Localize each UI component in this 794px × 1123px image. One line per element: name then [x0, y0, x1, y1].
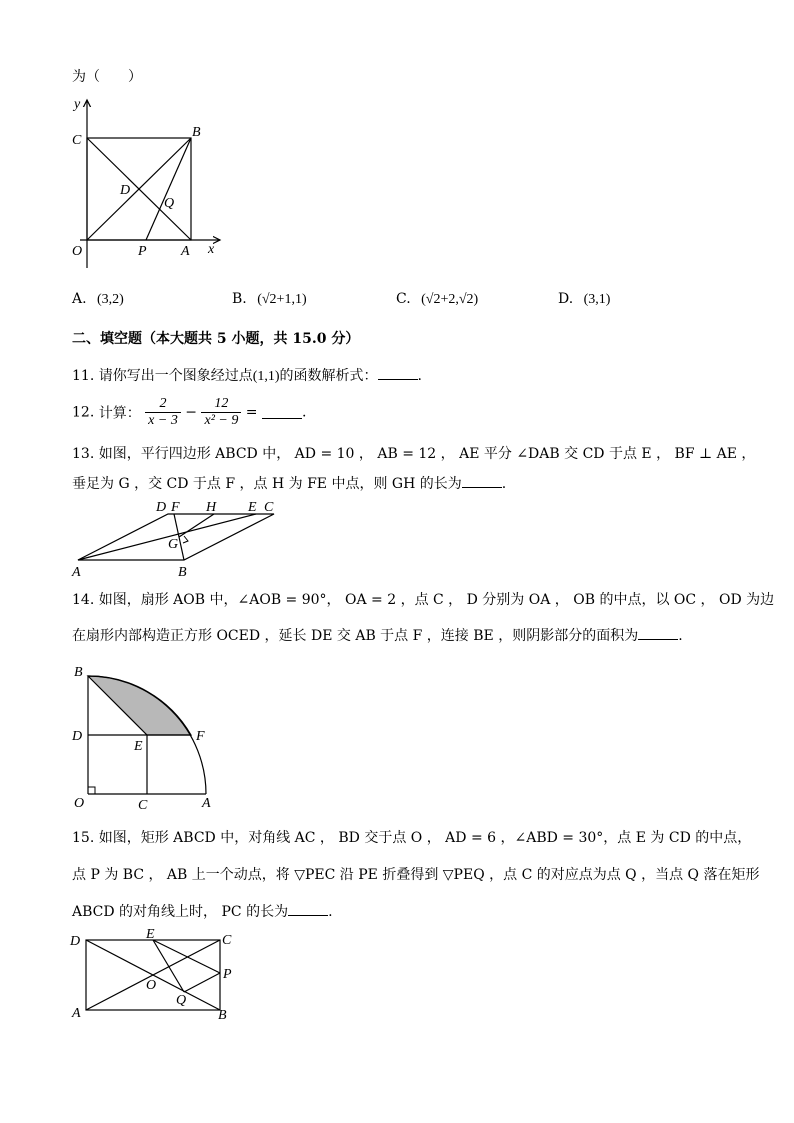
- option-b[interactable]: B. (√2+1,1): [232, 291, 307, 307]
- question-15-line3: ABCD 的对角线上时， PC 的长为 .: [72, 904, 333, 920]
- label-e: E: [248, 500, 257, 515]
- label-a: A: [72, 1006, 81, 1021]
- q14-figure: [66, 660, 226, 812]
- shaded-region: [88, 676, 191, 735]
- line-pb: [146, 138, 191, 240]
- fraction-1: $\frac{2}{x - 3}$: [145, 396, 181, 429]
- answer-blank-13[interactable]: [462, 475, 502, 488]
- label-c: C: [264, 500, 274, 515]
- line-gh: [179, 514, 214, 537]
- label-d: D: [70, 934, 81, 949]
- right-angle-g: [183, 536, 188, 543]
- line-qp: [184, 973, 220, 992]
- label-c: C: [222, 933, 232, 948]
- label-a: A: [72, 565, 81, 580]
- label-b: B: [74, 665, 83, 680]
- question-13-line1: 13. 如图，平行四边形 ABCD 中， AD = 10 ， AB = 12 ， AE 平分 ∠DAB 交 CD 于点 E ， BF ⊥ AE ，: [72, 446, 756, 462]
- section-heading: 二、填空题（本大题共 5 小题，共 15.0 分）: [72, 331, 360, 347]
- question-15-line1: 15. 如图，矩形 ABCD 中，对角线 AC ， BD 交于点 O ， AD = 6 ，∠ABD = 30°，点 E 为 CD 的中点，: [72, 830, 752, 846]
- answer-blank-11[interactable]: [378, 367, 418, 380]
- right-angle-o: [88, 787, 95, 794]
- label-b: B: [218, 1008, 227, 1023]
- question-14-line1: 14. 如图，扇形 AOB 中，∠AOB = 90°， OA = 2 ，点 C ， D 分别为 OA ， OB 的中点，以 OC ， OD 为边: [72, 592, 775, 608]
- label-d: D: [120, 183, 131, 198]
- label-y: y: [74, 97, 81, 112]
- option-a[interactable]: A. (3,2): [72, 291, 124, 307]
- label-x: x: [208, 242, 215, 257]
- question-11: 11. 请你写出一个图象经过点(1,1)的函数解析式： .: [72, 368, 422, 384]
- answer-blank-15[interactable]: [288, 903, 328, 916]
- label-q: Q: [164, 196, 175, 211]
- question-14-line2: 在扇形内部构造正方形 OCED ，延长 DE 交 AB 于点 F ，连接 BE ，则阴影部分的面积为 .: [72, 628, 683, 644]
- label-b: B: [192, 125, 201, 140]
- label-c: C: [138, 798, 148, 812]
- q10-tail: 为（ ）: [72, 69, 142, 85]
- label-o: O: [74, 796, 85, 811]
- q15-figure: [66, 926, 248, 1026]
- label-f: F: [196, 729, 205, 744]
- question-13-line2: 垂足为 G ，交 CD 于点 F ，点 H 为 FE 中点，则 GH 的长为 .: [72, 476, 507, 492]
- label-d: D: [72, 729, 83, 744]
- q10-figure: [62, 92, 232, 272]
- label-p: P: [223, 967, 232, 982]
- label-e: E: [146, 927, 155, 942]
- label-e: E: [134, 739, 143, 754]
- label-a: A: [202, 796, 211, 811]
- label-p: P: [138, 244, 147, 259]
- option-d[interactable]: D. (3,1): [558, 291, 611, 307]
- label-d: D: [156, 500, 167, 515]
- option-c[interactable]: C. (√2+2,√2): [396, 291, 479, 307]
- question-15-line2: 点 P 为 BC ， AB 上一个动点，将 ▽PEC 沿 PE 折叠得到 ▽PEQ ，点 C 的对应点为点 Q ，当点 Q 落在矩形: [72, 867, 760, 883]
- question-12: 12. 计算： $\frac{2}{x - 3}$ − $\frac{12}{\text{x² − 9}}$ = .: [72, 396, 307, 428]
- label-a: A: [181, 244, 190, 259]
- label-f: F: [171, 500, 180, 515]
- label-o: O: [72, 244, 83, 259]
- fraction-2: $\frac{12}{\text{x² − 9}}$: [201, 396, 241, 429]
- label-b: B: [178, 565, 187, 580]
- label-g: G: [168, 537, 179, 552]
- label-q: Q: [176, 993, 187, 1008]
- label-h: H: [206, 500, 217, 515]
- answer-blank-12[interactable]: [262, 406, 302, 419]
- label-o: O: [146, 978, 157, 993]
- answer-blank-14[interactable]: [638, 627, 678, 640]
- label-c: C: [72, 133, 82, 148]
- q13-figure: [66, 496, 292, 580]
